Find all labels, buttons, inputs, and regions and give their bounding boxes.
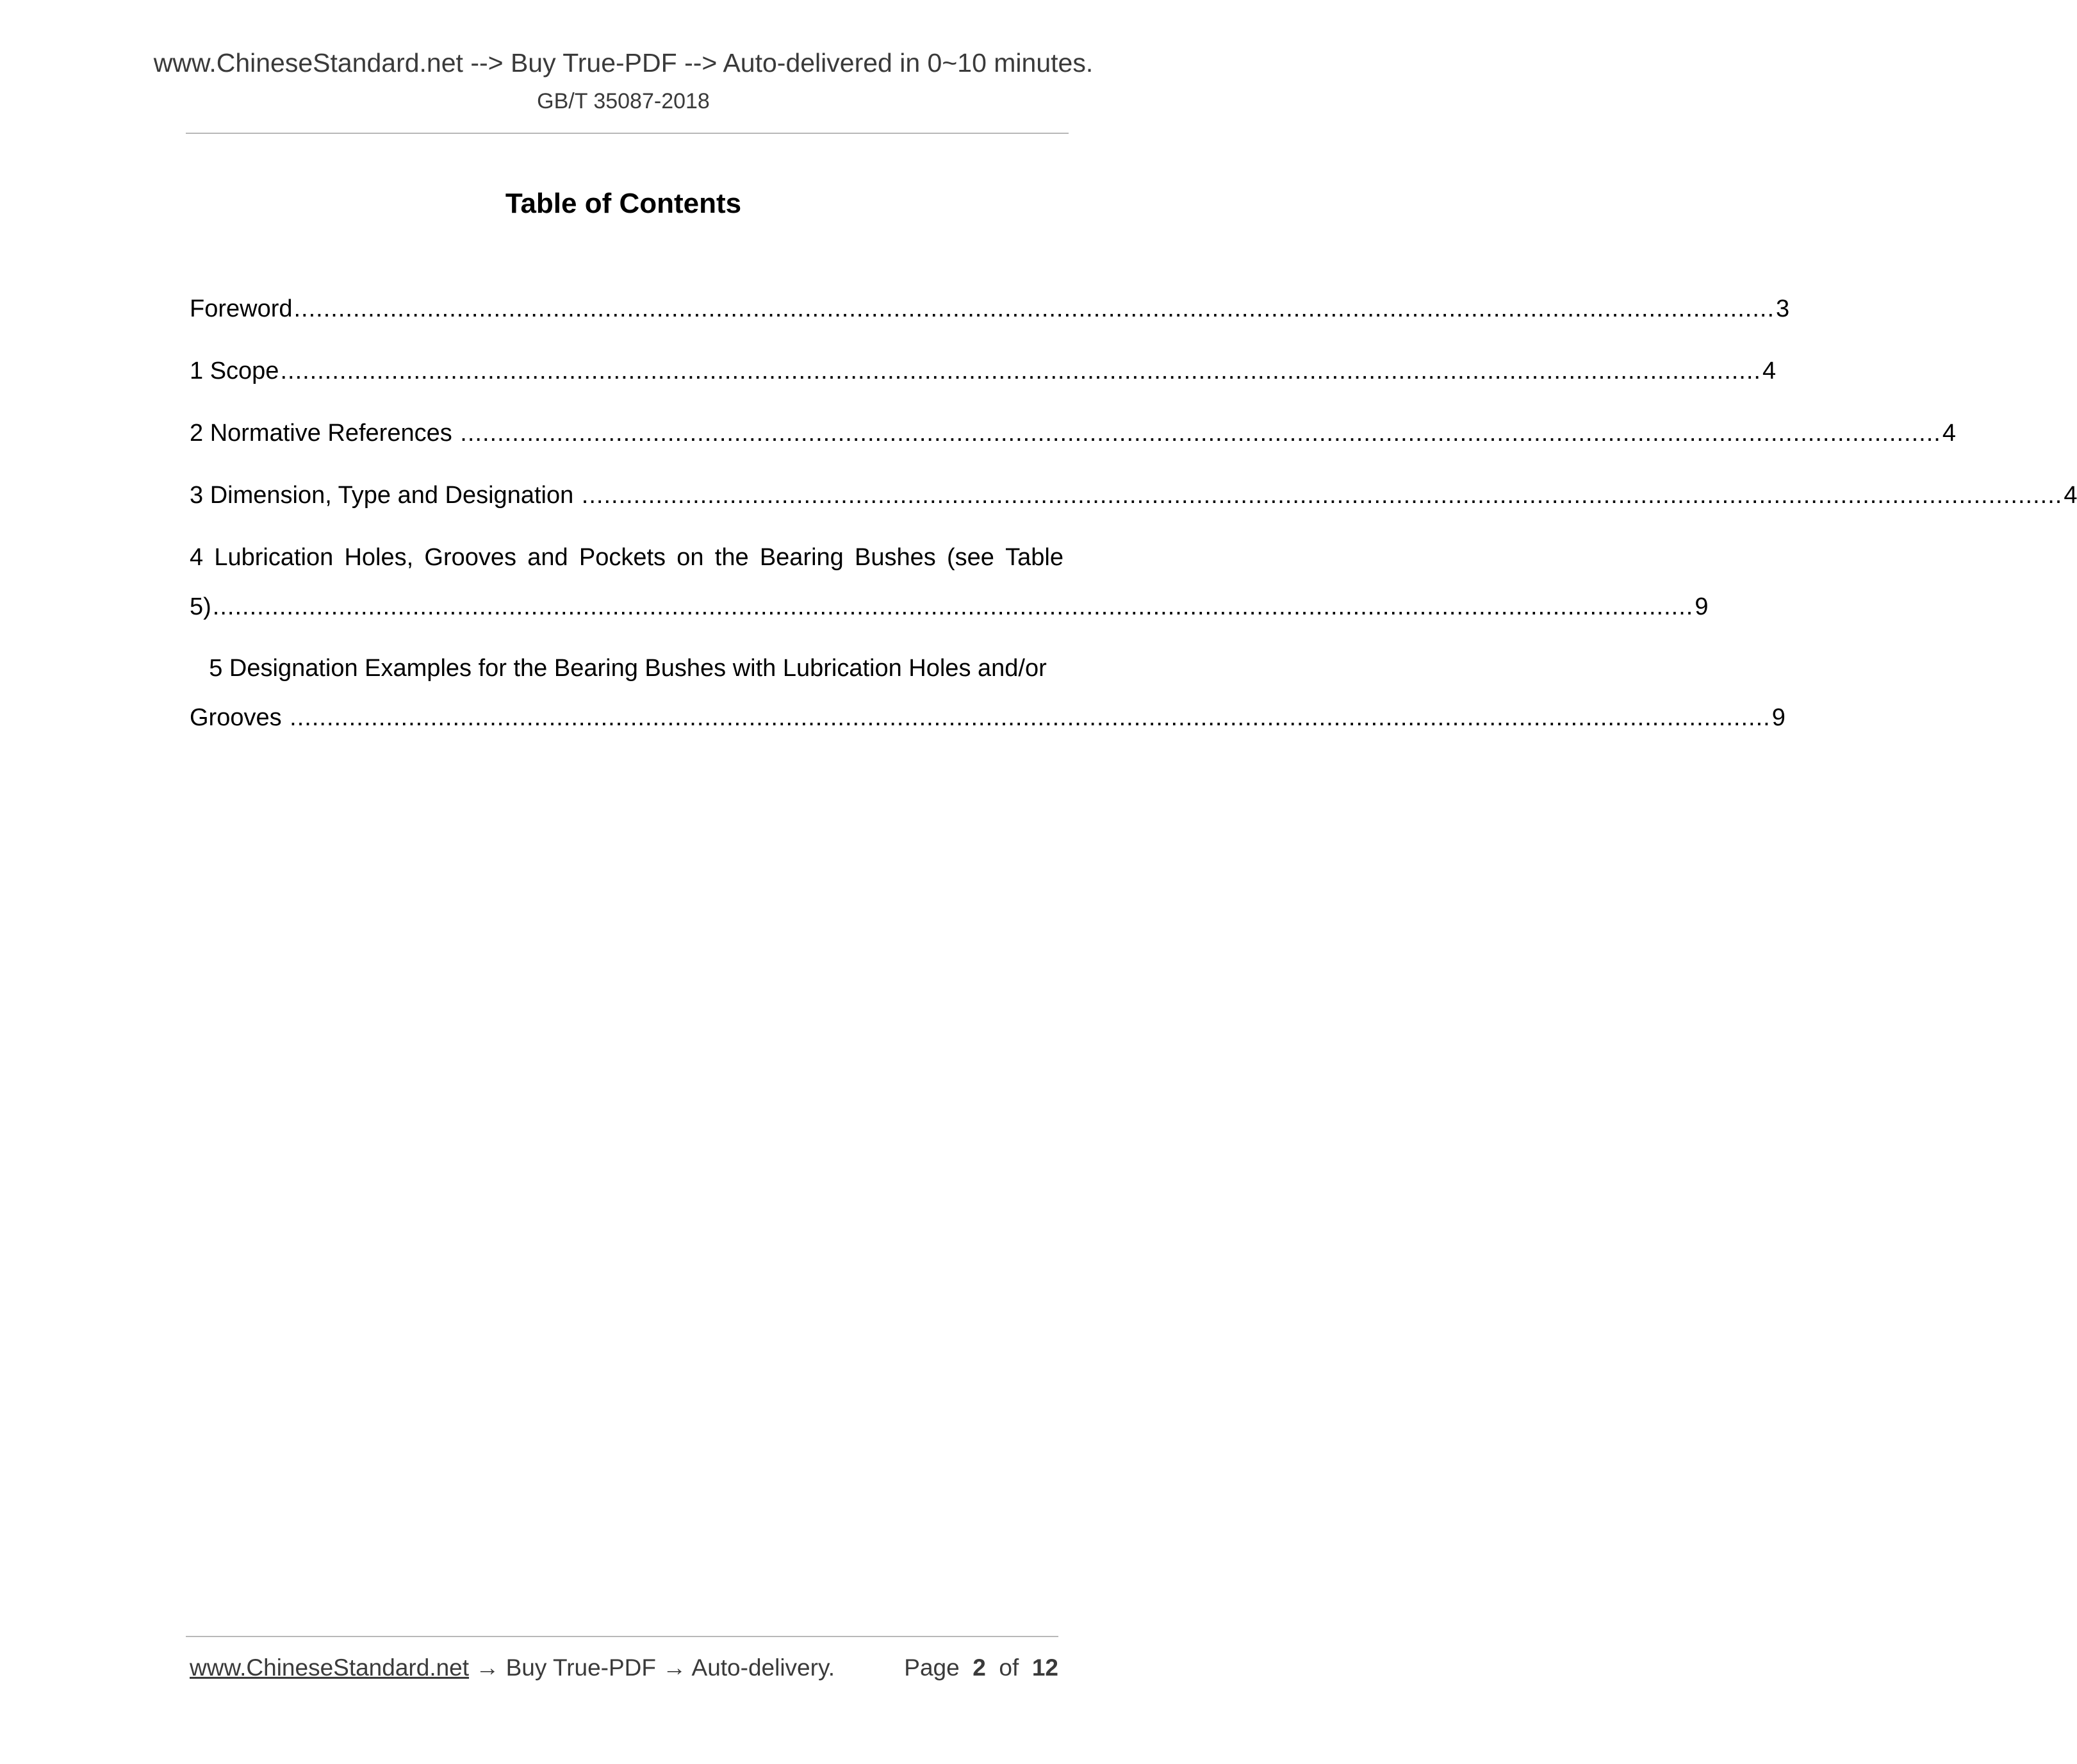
toc-leader-dots: ........................................................................................................................................................................................................ (280, 358, 1761, 384)
toc-entry-label: Grooves (190, 704, 289, 731)
toc-word: (see (947, 544, 994, 571)
header-divider (186, 133, 1069, 134)
toc-entry-dimension-type-designation[interactable] (190, 478, 2077, 513)
toc-entry-lubrication-line1[interactable] (190, 540, 1063, 575)
page-footer (190, 1652, 1058, 1684)
toc-entry-lubrication-line2[interactable] (190, 589, 1709, 624)
page-label: Page (904, 1654, 960, 1681)
toc-page-number: 4 (2064, 482, 2077, 509)
standard-code: GB/T 35087-2018 (537, 89, 710, 113)
toc-entry-scope[interactable] (190, 354, 1777, 388)
page-current: 2 (973, 1654, 986, 1681)
toc-word: Lubrication (214, 544, 334, 571)
toc-word: Table (1005, 544, 1063, 571)
page-of-label: of (999, 1654, 1019, 1681)
footer-site-link[interactable]: www.ChineseStandard.net (190, 1654, 470, 1681)
toc-entry-normative-references[interactable] (190, 416, 1956, 450)
toc-leader-dots: ........................................................................................................................................................................................................ (581, 482, 2063, 509)
toc-word: Holes, (344, 544, 414, 571)
toc-entry-designation-line2[interactable] (190, 700, 1786, 735)
toc-entry-label: 3 Dimension, Type and Designation (190, 482, 580, 509)
toc-entry-label: 2 Normative References (190, 420, 459, 447)
toc-page-number: 4 (1762, 358, 1777, 384)
toc-leader-dots: ........................................................................................................................................................................................................ (293, 295, 1775, 322)
footer-divider (186, 1636, 1058, 1637)
toc-word: and (527, 544, 568, 571)
toc-page-number: 3 (1776, 295, 1790, 322)
toc-leader-dots: ........................................................................................................................................................................................................ (290, 704, 1771, 731)
toc-entry-label: 5 Designation Examples for the Bearing Bushes with Lubrication Holes and/or (209, 655, 1047, 682)
header-banner-text: www.ChineseStandard.net --> Buy True-PDF --> Auto-delivered in 0~10 minutes. (153, 48, 1094, 78)
toc-word: Pockets (579, 544, 666, 571)
toc-entry-label: 5) (190, 593, 211, 620)
toc-word: Bearing (759, 544, 844, 571)
footer-tagline: → Buy True-PDF → Auto-delivery. (469, 1654, 835, 1681)
toc-page-number: 9 (1695, 593, 1709, 620)
toc-word: on (677, 544, 704, 571)
page-title: Table of Contents (505, 188, 742, 219)
page-indicator (904, 1652, 1058, 1684)
toc-leader-dots: ........................................................................................................................................................................................................ (460, 420, 1941, 447)
toc-entry-label: Foreword (190, 295, 293, 322)
toc-word: the (714, 544, 749, 571)
toc-entry-label: 1 Scope (190, 358, 279, 384)
toc-page-number: 9 (1771, 704, 1786, 731)
toc-entry-foreword[interactable] (190, 292, 1790, 326)
toc-word: Bushes (855, 544, 936, 571)
toc-leader-dots: ........................................................................................................................................................................................................ (212, 593, 1694, 620)
toc-word: Grooves (424, 544, 517, 571)
toc-page-number: 4 (1942, 420, 1956, 447)
page-total: 12 (1031, 1654, 1058, 1681)
toc-entry-designation-line1[interactable] (190, 651, 1063, 686)
toc-word: 4 (190, 544, 204, 571)
